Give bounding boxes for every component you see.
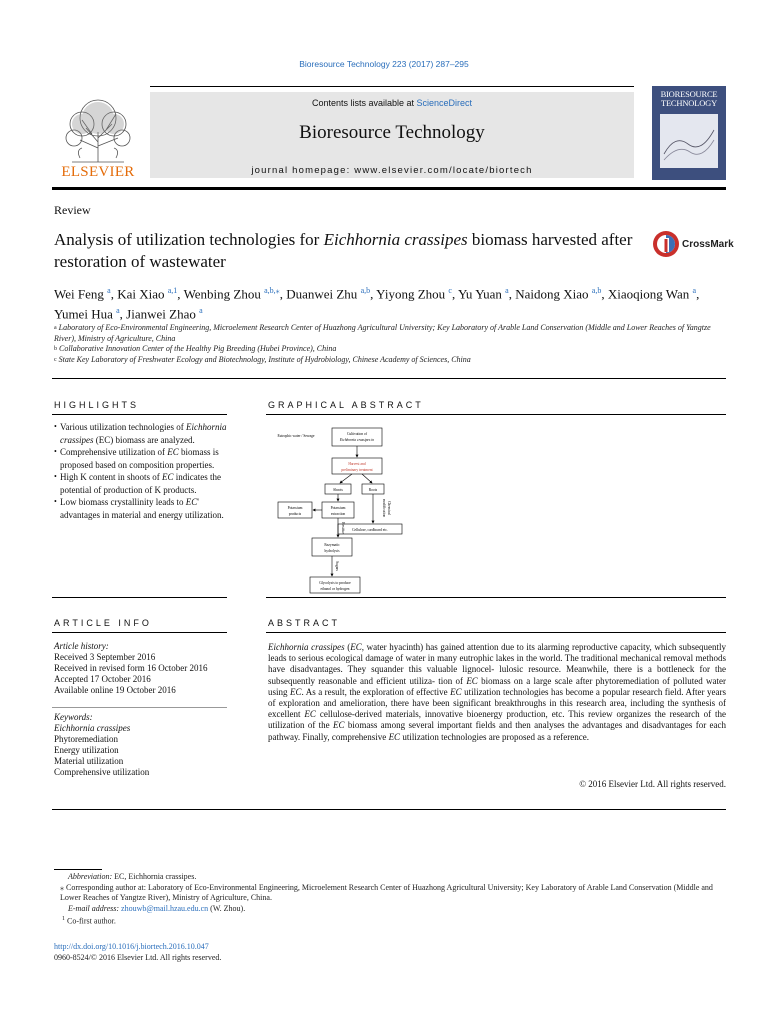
abstract-italic: EC <box>466 675 478 686</box>
highlight-italic: EC <box>162 472 174 482</box>
history-label: Article history: <box>54 641 109 651</box>
journal-name: Bioresource Technology <box>299 122 485 143</box>
author-affil-sup[interactable]: a <box>116 306 120 316</box>
issn-line: 0960-8524/© 2016 Elsevier Ltd. All rights reserved. <box>54 953 222 962</box>
abstract-text <box>268 642 726 743</box>
graphical-abstract-flowchart[interactable] <box>262 420 462 600</box>
footnote-abbreviation <box>54 872 726 883</box>
keyword: Phytoremediation <box>54 734 118 744</box>
affiliation-item <box>54 323 726 344</box>
highlight-item <box>54 446 234 471</box>
text-potassium: Potassium <box>287 506 303 510</box>
highlight-text: High K content in shoots of <box>60 472 162 482</box>
label-sugars: Sugars <box>335 561 339 571</box>
article-info-rule <box>52 632 227 633</box>
text-glycolysis2: ethanol or hydrogen <box>320 587 350 591</box>
highlight-item <box>54 496 234 521</box>
affiliation-sup: a <box>54 325 57 331</box>
keyword: Comprehensive utilization <box>54 767 150 777</box>
author-name[interactable]: Kai Xiao <box>117 286 165 302</box>
abbrev-label: Abbreviation: <box>68 872 113 881</box>
highlight-text: Comprehensive utilization of <box>60 447 168 457</box>
text-enzymatic2: hydrolysis <box>324 549 340 553</box>
abstract-heading: ABSTRACT <box>268 618 341 628</box>
box-enzymatic <box>312 538 352 556</box>
text-k-extraction: Potassium <box>330 506 346 510</box>
author-name[interactable]: Xiaoqiong Wan <box>607 286 690 302</box>
cofirst-mark: 1 <box>62 916 65 923</box>
section-divider <box>52 378 726 379</box>
header-thick-rule <box>52 187 726 190</box>
author-name[interactable]: Yumei Hua <box>54 306 113 322</box>
highlights-heading: HIGHLIGHTS <box>54 400 140 410</box>
title-part2: biomass harvested after restoration of wastewater <box>54 230 633 271</box>
author-list: Wei Feng $^a$, Kai Xiao $^{a,1}$, Wenbing Zhou $^{a,b,⁎}$, Duanwei Zhu $^{a,b}$, Yiyong Zhou $^c$, Yu Yuan $^a$, Naidong Xiao $^{a,b}$, Xiaoqiong Wan $^a$, Yumei Hua $^a$, Jianwei Zhao $^a$ <box>54 286 700 322</box>
doi-link[interactable]: http://dx.doi.org/10.1016/j.biortech.2016.10.047 <box>54 942 209 951</box>
text-roots: Roots <box>368 488 378 492</box>
box-cultivation <box>332 428 382 446</box>
article-info-heading: ARTICLE INFO <box>54 618 152 628</box>
abstract-span: ( <box>344 642 351 652</box>
author-name[interactable]: Duanwei Zhu <box>286 286 358 302</box>
highlight-item <box>54 471 234 496</box>
text-k-extraction2: extraction <box>330 512 346 516</box>
affiliations <box>54 323 726 365</box>
header-rule <box>150 86 634 87</box>
author-affil-sup[interactable]: c <box>448 286 452 295</box>
keywords-label: Keywords: <box>54 712 93 722</box>
author-name[interactable]: Yiyong Zhou <box>376 286 446 302</box>
highlight-text: Various utilization technologies of <box>60 422 186 432</box>
author-affil-sup[interactable]: a,b,⁎ <box>264 286 280 295</box>
abstract-italic: EC <box>304 709 316 720</box>
email-label: E-mail address: <box>68 903 120 913</box>
footnotes <box>54 872 726 928</box>
author-affil-sup[interactable]: a <box>692 286 697 295</box>
journal-citation[interactable]: Bioresource Technology 223 (2017) 287–295 <box>299 59 469 69</box>
abstract-span: biomass on a large scale after phytoremediation of polluted water using <box>268 675 726 697</box>
email-link[interactable]: zhouwb@mail.hzau.edu.cn <box>121 903 209 913</box>
abstract-rule <box>266 632 726 633</box>
label-residue: Residue <box>341 522 345 534</box>
footnote-corresponding <box>54 883 726 904</box>
abstract-span: biomass among several important fields and then analyses the advantages and disadvantages for each pathway. Finally, comprehensive <box>268 720 727 742</box>
journal-cover[interactable] <box>652 86 726 180</box>
affiliation-text: Laboratory of Eco-Environmental Engineering, Microelement Research Center of Huazhong Agricultural University; Key Laboratory of Arable Land Conservation (Middle and Lower Reaches of Yangtze River), Ministry of Agriculture, China <box>54 323 711 343</box>
history-entry: Available online 19 October 2016 <box>54 685 176 695</box>
abstract-span: utilization technologies are proposed as a reference. <box>400 731 589 742</box>
corr-mark: ⁎ <box>60 882 64 892</box>
highlight-italic: EC <box>185 497 198 507</box>
affiliation-item <box>54 355 726 366</box>
cofirst-text: Co-first author. <box>65 917 116 927</box>
abstract-span: , water hyacinth) has gained attention due to its alarming reproductive capacity, which subsequently leads to serious ecological damage of water in many eutrophic lakes in the world. The traditional mechanical removal methods have disadvantages. They squander this valuable lignocel- lulosic resource. Meanwhile, there is a bottleneck for the subsequently reasonable and efficient utiliza- tion of <box>268 642 726 686</box>
title-part1: Analysis of utilization technologies for <box>54 230 324 249</box>
highlight-italic: EC <box>167 447 179 457</box>
journal-homepage[interactable]: journal homepage: www.elsevier.com/locate/biortech <box>251 165 533 176</box>
graphical-abstract-bottom-rule <box>266 597 726 598</box>
email-suffix: (W. Zhou). <box>208 903 246 913</box>
highlights-rule <box>52 414 227 415</box>
footnote-rule <box>54 869 102 870</box>
author-affil-sup[interactable]: a <box>107 286 111 295</box>
article-type: Review <box>54 203 91 217</box>
highlights-bottom-rule <box>52 597 227 598</box>
highlight-text: Low biomass crystallinity leads to <box>60 497 186 507</box>
cover-title: BIORESOURCE TECHNOLOGY <box>660 89 718 108</box>
abstract-italic: EC <box>350 642 362 652</box>
abstract-copyright: © 2016 Elsevier Ltd. All rights reserved. <box>579 779 726 789</box>
affiliation-item <box>54 344 726 355</box>
text-glycolysis: Glycolysis to produce <box>319 581 351 585</box>
label-chemical: Chemical <box>387 501 391 515</box>
graphical-abstract-rule <box>266 414 726 415</box>
author-affil-sup[interactable]: a <box>505 286 509 295</box>
author-affil-sup[interactable]: a,b <box>591 286 602 295</box>
author-name[interactable]: Jianwei Zhao <box>126 306 196 322</box>
abstract-span: utilization technologies has become a popular research field. After years of exploration and amelioration, there have been significant breakthroughs in this research area, including the synthesis of excellent <box>268 686 726 720</box>
footer-divider <box>52 809 726 810</box>
article-history <box>54 641 234 696</box>
highlight-text: ' advantages in material and energy utilization. <box>60 497 224 520</box>
text-potassium2: products <box>288 512 302 516</box>
keyword: Energy utilization <box>54 745 119 755</box>
corr-text: Corresponding author at: Laboratory of Eco-Environmental Engineering, Microelement Research Center of Huazhong Agricultural University; Key Laboratory of Arable Land Conservation (Middle and Lower Reaches of Yangtze River), Ministry of Agriculture, China. <box>60 882 713 903</box>
author-name[interactable]: Wenbing Zhou <box>183 286 261 302</box>
history-entry: Accepted 17 October 2016 <box>54 674 151 684</box>
abstract-italic: EC <box>289 686 302 697</box>
abstract-span: cellulose-derived materials, innovative bioenergy production, etc. This review organizes the research of the utilization of the <box>268 709 726 731</box>
text-harvest: Harvest and <box>348 462 366 466</box>
author-name[interactable]: Naidong Xiao <box>515 286 589 302</box>
abbrev-text: EC, Eichhornia crassipes. <box>112 872 197 881</box>
keywords-block <box>54 712 234 778</box>
text-harvest2: preliminary treatment <box>341 468 373 472</box>
crossmark-label: CrossMark <box>682 239 734 250</box>
contents-prefix: Contents lists available at <box>311 98 417 108</box>
highlight-text: (EC) biomass are analyzed. <box>93 434 195 445</box>
text-shoots: Shoots <box>333 488 343 492</box>
abstract-italic: EC <box>332 720 345 731</box>
graphical-abstract-heading: GRAPHICAL ABSTRACT <box>268 400 424 410</box>
article-title <box>54 229 634 273</box>
highlight-item <box>54 421 234 446</box>
author-affil-sup[interactable]: a <box>199 306 203 316</box>
journal-banner <box>150 92 634 178</box>
author-name[interactable]: Wei Feng <box>54 286 104 302</box>
footnote-cofirst <box>54 914 726 927</box>
sciencedirect-link[interactable]: ScienceDirect <box>416 98 473 108</box>
text-cellulose: Cellulose, cardboard etc. <box>352 528 388 532</box>
abstract-span: . As a result, the exploration of effective <box>301 686 451 697</box>
label-eutrophic: Eutrophic water / Sewage <box>277 434 315 438</box>
author-affil-sup[interactable]: a,1 <box>167 286 178 295</box>
author-name[interactable]: Yu Yuan <box>457 286 502 302</box>
affiliation-sup: c <box>54 356 57 363</box>
abstract-italic: EC <box>450 686 462 697</box>
elsevier-wordmark: ELSEVIER <box>61 164 135 180</box>
title-species: Eichhornia crassipes <box>323 230 468 249</box>
highlights-list <box>54 421 234 521</box>
abstract-italic: EC <box>388 731 401 742</box>
affiliation-sup: b <box>54 346 57 352</box>
history-entry: Received 3 September 2016 <box>54 652 156 662</box>
highlight-italic: Eichhornia crassipes <box>60 422 227 445</box>
text-enzymatic: Enzymatic <box>324 543 340 547</box>
highlight-text: indicates the potential of production of K products. <box>60 472 221 495</box>
keyword: Material utilization <box>54 756 124 766</box>
author-affil-sup[interactable]: a,b <box>360 286 371 295</box>
history-entry: Received in revised form 16 October 2016 <box>54 663 208 673</box>
affiliation-text: Collaborative Innovation Center of the Healthy Pig Breeding (Hubei Province), China <box>59 344 337 353</box>
label-modification: modification <box>382 498 386 518</box>
affiliation-text: State Key Laboratory of Freshwater Ecology and Biotechnology, Institute of Hydrobiology, Chinese Academy of Sciences, China <box>58 354 471 364</box>
keyword: Eichhornia crassipes <box>54 723 131 733</box>
text-cultivation2: Eichhornia crassipes in <box>339 438 375 442</box>
highlight-text: biomass is proposed based on composition properties. <box>60 447 219 470</box>
history-rule <box>52 707 227 708</box>
cover-image <box>660 114 718 168</box>
footnote-email <box>54 904 726 915</box>
abstract-italic: Eichhornia crassipes <box>268 642 345 652</box>
contents-line <box>150 98 634 108</box>
text-cultivation: Cultivation of <box>346 432 368 436</box>
